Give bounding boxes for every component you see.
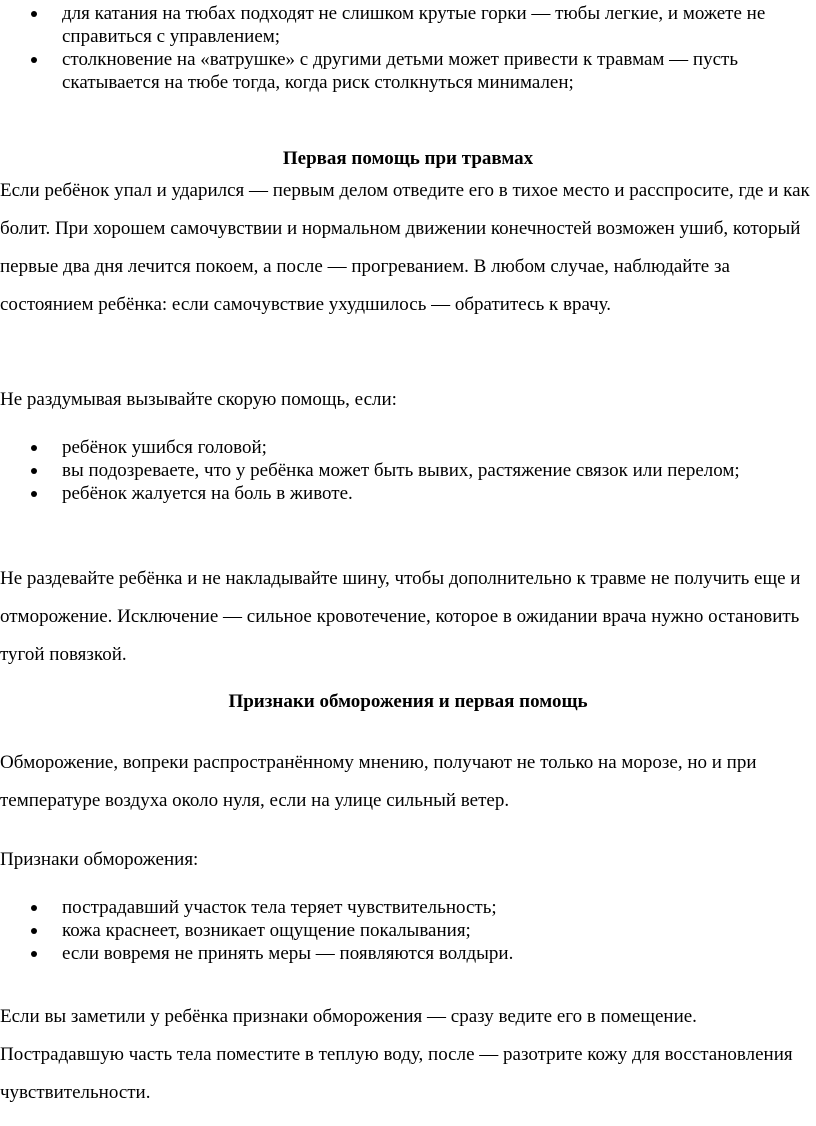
tubing-safety-list (0, 2, 800, 94)
list-item: вы подозреваете, что у ребёнка может быть вывих, растяжение связок или перелом; (0, 459, 780, 482)
frostbite-action-paragraph: Если вы заметили у ребёнка признаки обморожения — сразу ведите его в помещение. Пострадавшую часть тела поместите в теплую воду, после — разотрите кожу для восстановления чувствительности. (0, 1006, 793, 1103)
frostbite-heading: Признаки обморожения и первая помощь (228, 691, 588, 712)
injury-first-aid-heading: Первая помощь при травмах (282, 148, 534, 169)
list-item: если вовремя не принять меры — появляются волдыри. (0, 942, 780, 965)
injury-paragraph: Если ребёнок упал и ударился — первым делом отведите его в тихое место и расспросите, где и как болит. При хорошем самочувствии и нормальном движении конечностей возможен ушиб, который первые два дня лечится покоем, а после — прогреванием. В любом случае, наблюдайте за состоянием ребёнка: если самочувствие ухудшилось — обратитесь к врачу. (0, 180, 810, 315)
list-item: пострадавший участок тела теряет чувствительность; (0, 896, 780, 919)
list-item: ребёнок жалуется на боль в животе. (0, 482, 780, 505)
list-item: столкновение на «ватрушке» с другими детьми может привести к травмам — пусть скатывается на тюбе тогда, когда риск столкнуться минимален; (0, 48, 800, 94)
frostbite-intro-paragraph: Обморожение, вопреки распространённому мнению, получают не только на морозе, но и при температуре воздуха около нуля, если на улице сильный ветер. (0, 752, 757, 811)
ambulance-conditions-list (0, 436, 780, 505)
undressing-warning-paragraph: Не раздевайте ребёнка и не накладывайте шину, чтобы дополнительно к травме не получить еще и отморожение. Исключение — сильное кровотечение, которое в ожидании врача нужно остановить тугой повязкой. (0, 568, 801, 665)
list-item: ребёнок ушибся головой; (0, 436, 780, 459)
frostbite-signs-label: Признаки обморожения: (0, 849, 199, 870)
ambulance-intro: Не раздумывая вызывайте скорую помощь, если: (0, 389, 397, 410)
list-item: кожа краснеет, возникает ощущение покалывания; (0, 919, 780, 942)
frostbite-signs-list (0, 896, 780, 965)
list-item: для катания на тюбах подходят не слишком крутые горки — тюбы легкие, и можете не справиться с управлением; (0, 2, 800, 48)
